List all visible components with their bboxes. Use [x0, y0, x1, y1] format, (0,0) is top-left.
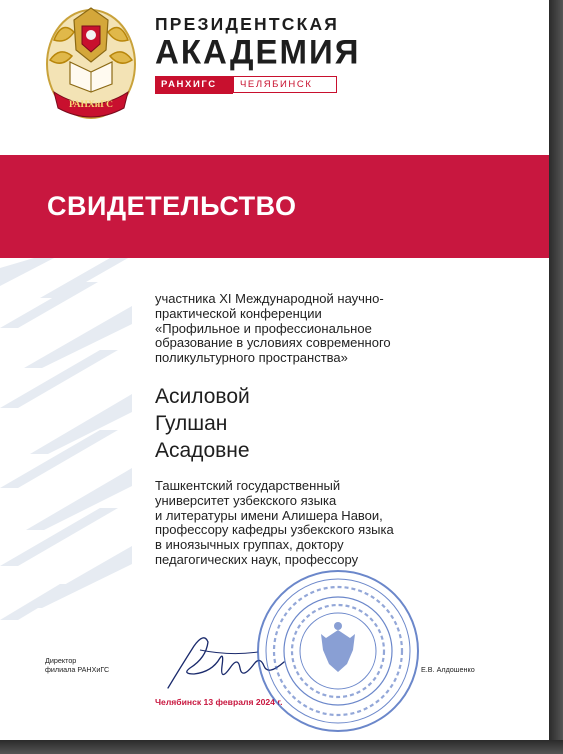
brand-tags — [155, 76, 360, 94]
decorative-stripe-pattern — [0, 258, 132, 620]
place-date: Челябинск 13 февраля 2024 г. — [155, 697, 283, 707]
conference-line: поликультурного пространства» — [155, 350, 348, 366]
conference-description — [155, 292, 455, 366]
tag-city: ЧЕЛЯБИНСК — [233, 76, 337, 93]
affiliation-line: в иноязычных группах, доктору — [155, 537, 344, 553]
conference-line: «Профильное и профессиональное — [155, 320, 372, 336]
conference-line: участника XI Международной научно- — [155, 291, 384, 306]
brand-line-academy: АКАДЕМИЯ — [155, 31, 361, 71]
page-shadow-right — [549, 0, 563, 754]
signer-name: Е.В. Алдошенко — [421, 665, 475, 674]
official-seal-stamp — [255, 568, 421, 734]
brand-wordmark — [155, 14, 360, 94]
conference-line: практической конференции — [155, 305, 322, 321]
recipient-surname: Асиловой — [155, 384, 250, 408]
director-label — [45, 656, 109, 674]
conference-line: образование в условиях современного — [155, 335, 391, 351]
recipient-name — [155, 383, 455, 464]
director-title: Директор — [45, 656, 77, 665]
affiliation-line: Ташкентский государственный — [155, 477, 341, 493]
recipient-affiliation — [155, 479, 455, 568]
recipient-patronymic: Асадовне — [155, 438, 250, 462]
certificate-body — [155, 292, 455, 581]
document-title: СВИДЕТЕЛЬСТВО — [47, 191, 297, 221]
academy-emblem-icon — [44, 0, 138, 124]
brand-line-president: ПРЕЗИДЕНТСКАЯ — [155, 14, 340, 34]
title-banner — [0, 155, 549, 258]
affiliation-line: университет узбекского языка — [155, 492, 337, 508]
tag-ranepa: РАНХИГС — [155, 76, 233, 94]
affiliation-line: педагогических наук, профессору — [155, 551, 359, 567]
emblem-ribbon-text: РАНХиГС — [69, 100, 113, 110]
page-shadow-bottom — [0, 740, 563, 754]
affiliation-line: и литературы имени Алишера Навои, — [155, 507, 383, 523]
director-branch: филиала РАНХиГС — [45, 665, 110, 674]
recipient-first-name: Гулшан — [155, 411, 228, 435]
affiliation-line: профессору кафедры узбекского языка — [155, 522, 394, 538]
